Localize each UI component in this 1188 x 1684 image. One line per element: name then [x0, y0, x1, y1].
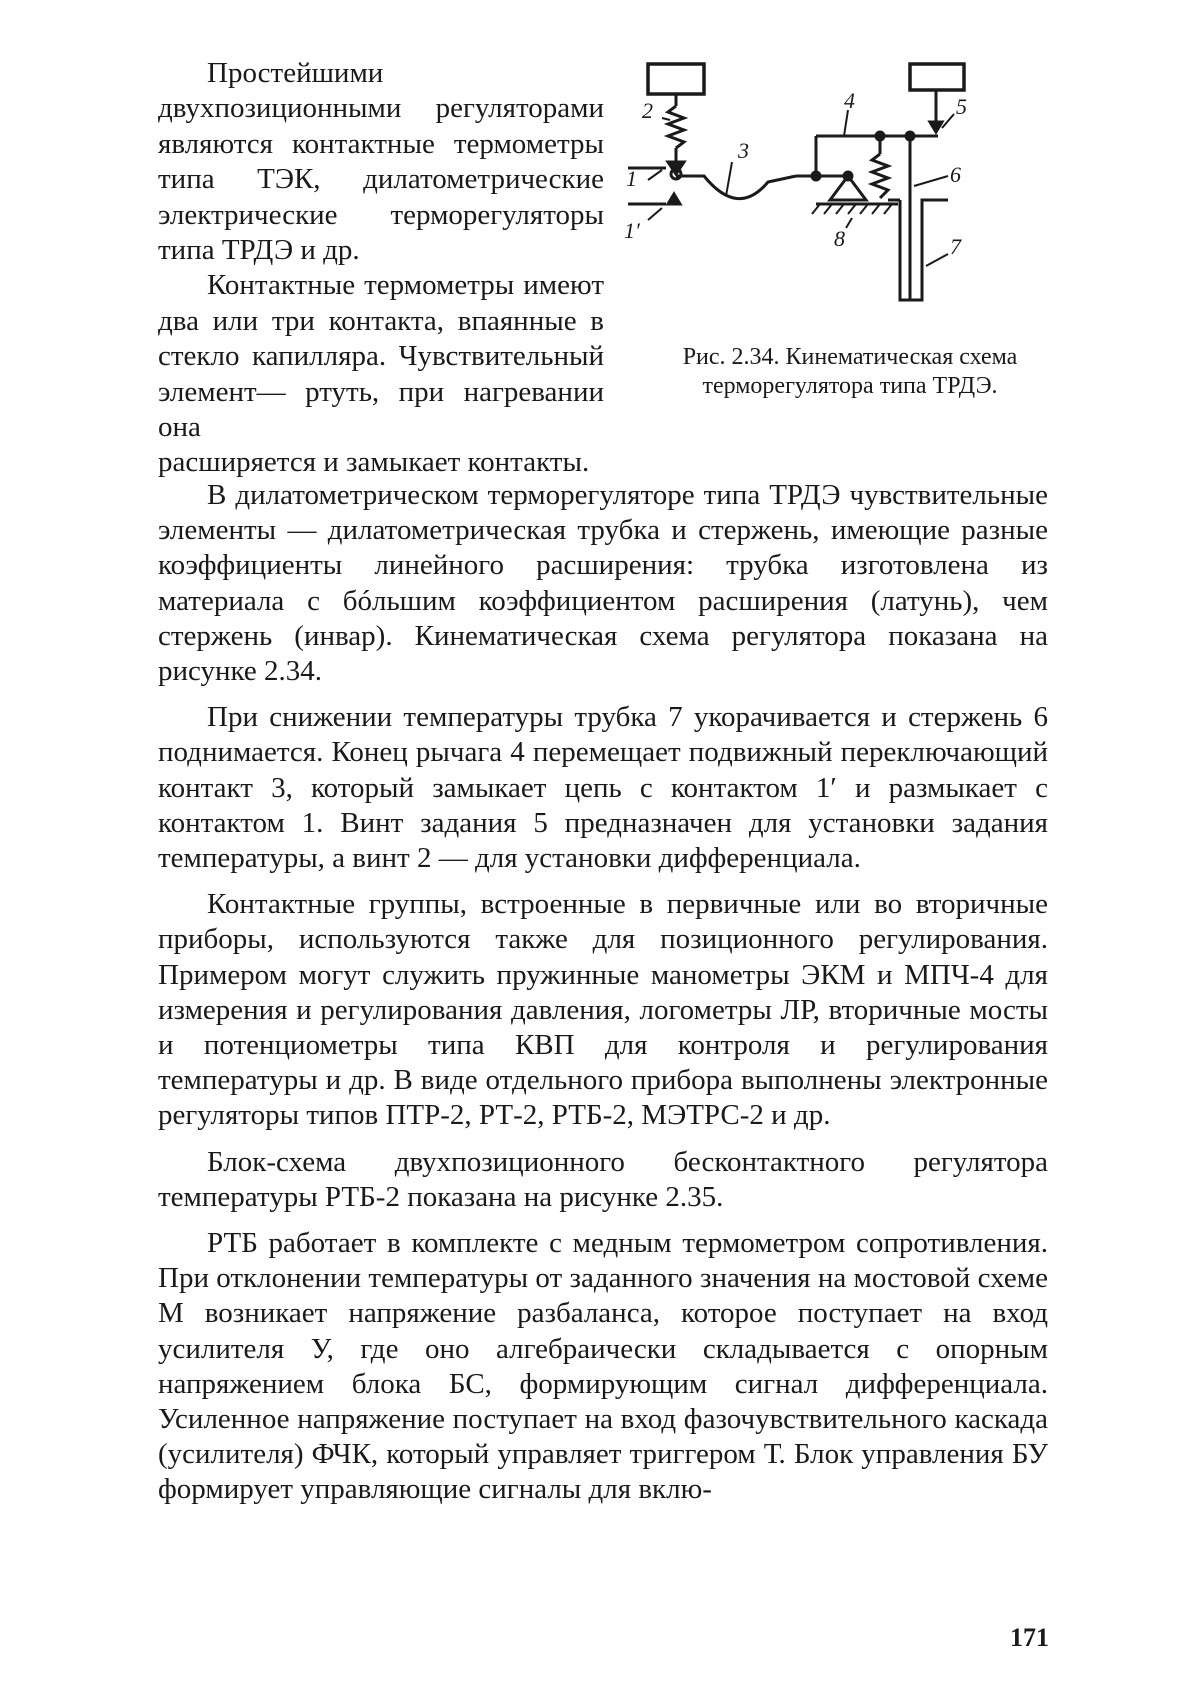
- left-column-text: [158, 56, 604, 481]
- kinematic-scheme-diagram: [624, 58, 1068, 358]
- label-2: 2: [642, 98, 653, 123]
- paragraph-contact-thermometers: Контактные термометры имеют два или три контакта, впаянные в стекло капилляра. Чувствительный элемент— ртуть, при нагревании она: [158, 269, 604, 444]
- paragraph-contact-thermometers-tail: расширяется и замыкает контакты.: [158, 446, 590, 479]
- main-text: [158, 478, 1048, 1512]
- caption-line-2: терморегулятора типа ТРДЭ.: [702, 373, 998, 399]
- label-8: 8: [834, 226, 845, 251]
- paragraph-block-diagram: Блок-схема двухпозиционного бесконтактного регулятора температуры РТБ-2 показана на рисунке 2.35.: [158, 1145, 1048, 1213]
- paragraph-intro: Простейшими двухпозиционными регуляторами являются контактные термометры типа ТЭК, дилатометрические электрические терморегуляторы типа ТРДЭ и др.: [158, 57, 604, 267]
- label-7: 7: [950, 234, 961, 259]
- label-4: 4: [844, 88, 855, 113]
- caption-line-1: Рис. 2.34. Кинематическая схема: [682, 344, 1018, 370]
- label-5: 5: [956, 94, 967, 119]
- figure-caption: [640, 343, 1060, 401]
- paragraph-temperature-drop: При снижении температуры трубка 7 укорачивается и стержень 6 поднимается. Конец рычага 4 перемещает подвижный переключающий контакт 3, который замыкает цепь с контактом 1′ и размыкает с контактом 1. Винт задания 5 предназначен для установки задания температуры, а винт 2 — для установки дифференциала.: [158, 701, 1048, 875]
- figure-kinematic-scheme: [624, 58, 1068, 358]
- label-6: 6: [950, 162, 961, 187]
- label-1: 1: [626, 166, 637, 191]
- paragraph-trde: В дилатометрическом терморегуляторе типа ТРДЭ чувствительные элементы — дилатометрическая трубка и стержень, имеющие разные коэффициенты линейного расширения: трубка изготовлена из материала с бóльшим коэффициентом расширения (латунь), чем стержень (инвар). Кинематическая схема регулятора показана на рисунке 2.34.: [158, 479, 1048, 688]
- label-1-prime: 1′: [624, 218, 640, 243]
- paragraph-contact-groups: Контактные группы, встроенные в первичные или во вторичные приборы, используются также для позиционного регулирования. Примером могут служить пружинные манометры ЭКМ и МПЧ-4 для измерения и регулирования давления, логометры ЛР, вторичные мосты и потенциометры типа КВП для контроля и регулирования температуры и др. В виде отдельного прибора выполнены электронные регуляторы типов ПТР-2, РТ-2, РТБ-2, МЭТРС-2 и др.: [158, 888, 1048, 1132]
- page-number: 171: [1010, 1623, 1049, 1652]
- paragraph-rtb: РТБ работает в комплекте с медным термометром сопротивления. При отклонении температуры от заданного значения на мостовой схеме М возникает напряжение разбаланса, которое поступает на вход усилителя У, где оно алгебраически складывается с опорным напряжением блока БС, формирующим сигнал дифференциала. Усиленное напряжение поступает на вход фазочувствительного каскада (усилителя) ФЧК, который управляет триггером Т. Блок управления БУ формирует управляющие сигналы для вклю-: [158, 1227, 1048, 1506]
- label-3: 3: [738, 138, 749, 163]
